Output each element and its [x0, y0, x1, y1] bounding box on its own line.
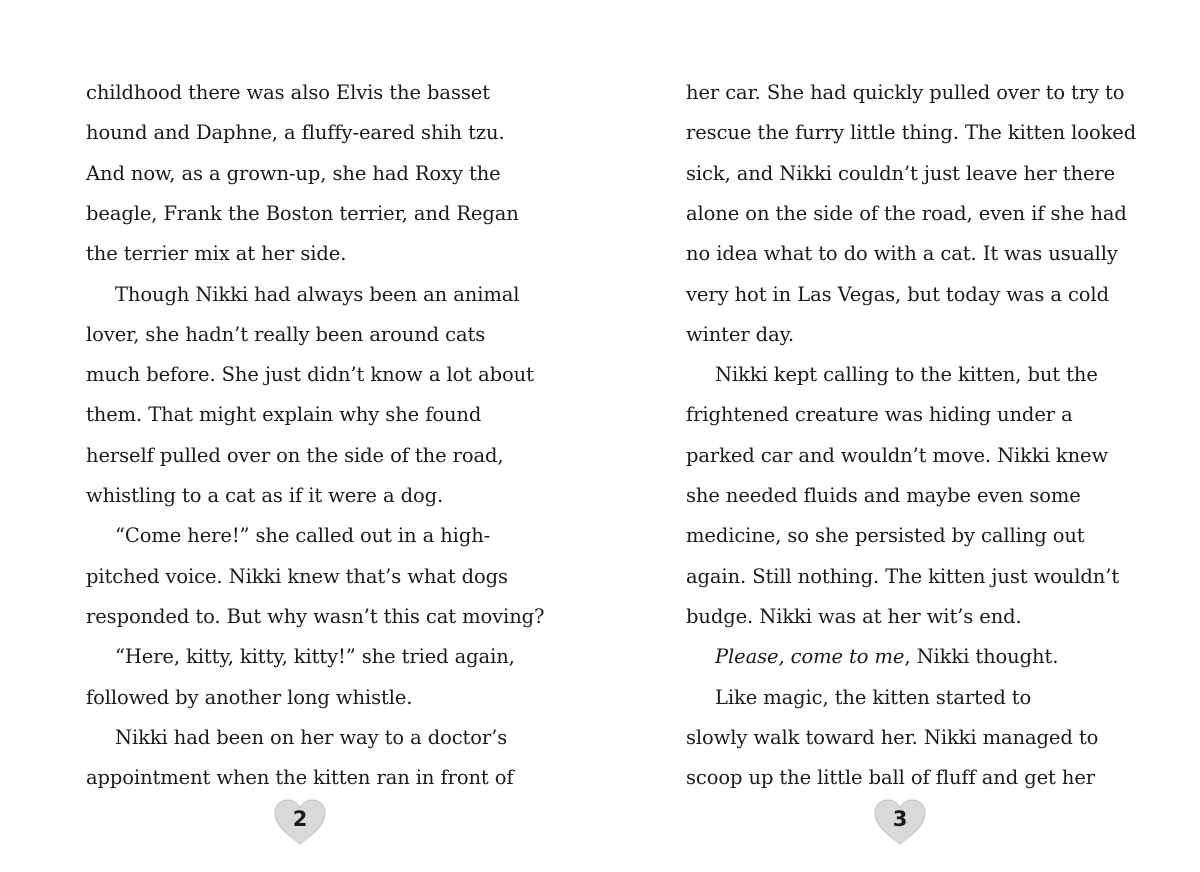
italic-thought: Please, come to me — [715, 645, 905, 669]
text-line: very hot in Las Vegas, but today was a cold — [686, 282, 1109, 306]
text-line: winter day. — [686, 322, 795, 346]
text-line: Nikki kept calling to the kitten, but the — [715, 363, 1098, 387]
text-line: her car. She had quickly pulled over to try to — [686, 81, 1125, 104]
text-line: parked car and wouldn’t move. Nikki knew — [686, 443, 1109, 467]
text-line: frightened creature was hiding under a — [686, 403, 1073, 427]
text-line: budge. Nikki was at her wit’s end. — [686, 604, 1022, 628]
text-line: much before. She just didn’t know a lot about — [86, 363, 534, 387]
page-number: 2 — [292, 807, 308, 831]
text-line: appointment when the kitten ran in front of — [86, 766, 514, 790]
text-line: followed by another long whistle. — [86, 685, 413, 709]
text-line: Though Nikki had always been an animal — [115, 282, 520, 306]
text-line: “Come here!” she called out in a high- — [115, 524, 491, 548]
page-number: 3 — [892, 807, 908, 831]
text-line: slowly walk toward her. Nikki managed to — [686, 725, 1099, 749]
text-line-rest: , Nikki thought. — [904, 645, 1059, 669]
text-line: childhood there was also Elvis the basset — [86, 81, 490, 104]
text-line: she needed fluids and maybe even some — [686, 484, 1081, 507]
text-line: sick, and Nikki couldn’t just leave her there — [686, 161, 1116, 185]
text-line: again. Still nothing. The kitten just wouldn’t — [686, 564, 1120, 588]
text-line: scoop up the little ball of fluff and get her — [686, 766, 1096, 790]
text-line: Like magic, the kitten started to — [715, 685, 1032, 709]
text-line: herself pulled over on the side of the road, — [86, 443, 504, 467]
text-line: lover, she hadn’t really been around cats — [86, 322, 486, 346]
text-line: alone on the side of the road, even if she had — [686, 201, 1127, 225]
text-line: “Here, kitty, kitty, kitty!” she tried again, — [115, 645, 515, 669]
text-line — [686, 637, 1058, 677]
page-number-badge-left — [273, 798, 327, 846]
text-line: Nikki had been on her way to a doctor’s — [115, 725, 508, 749]
text-line: them. That might explain why she found — [86, 403, 482, 427]
text-line: pitched voice. Nikki knew that’s what dogs — [86, 564, 508, 588]
text-line: beagle, Frank the Boston terrier, and Regan — [86, 201, 519, 225]
text-line: whistling to a cat as if it were a dog. — [86, 484, 444, 507]
text-line: no idea what to do with a cat. It was usually — [686, 242, 1118, 266]
text-line: hound and Daphne, a fluffy-eared shih tzu. — [86, 121, 505, 145]
text-line: responded to. But why wasn’t this cat moving? — [86, 604, 545, 628]
text-line: And now, as a grown-up, she had Roxy the — [86, 161, 501, 185]
text-line: medicine, so she persisted by calling out — [686, 524, 1085, 548]
text-line: rescue the furry little thing. The kitten looked — [686, 121, 1137, 145]
page-number-badge-right — [873, 798, 927, 846]
text-line: the terrier mix at her side. — [86, 242, 347, 266]
